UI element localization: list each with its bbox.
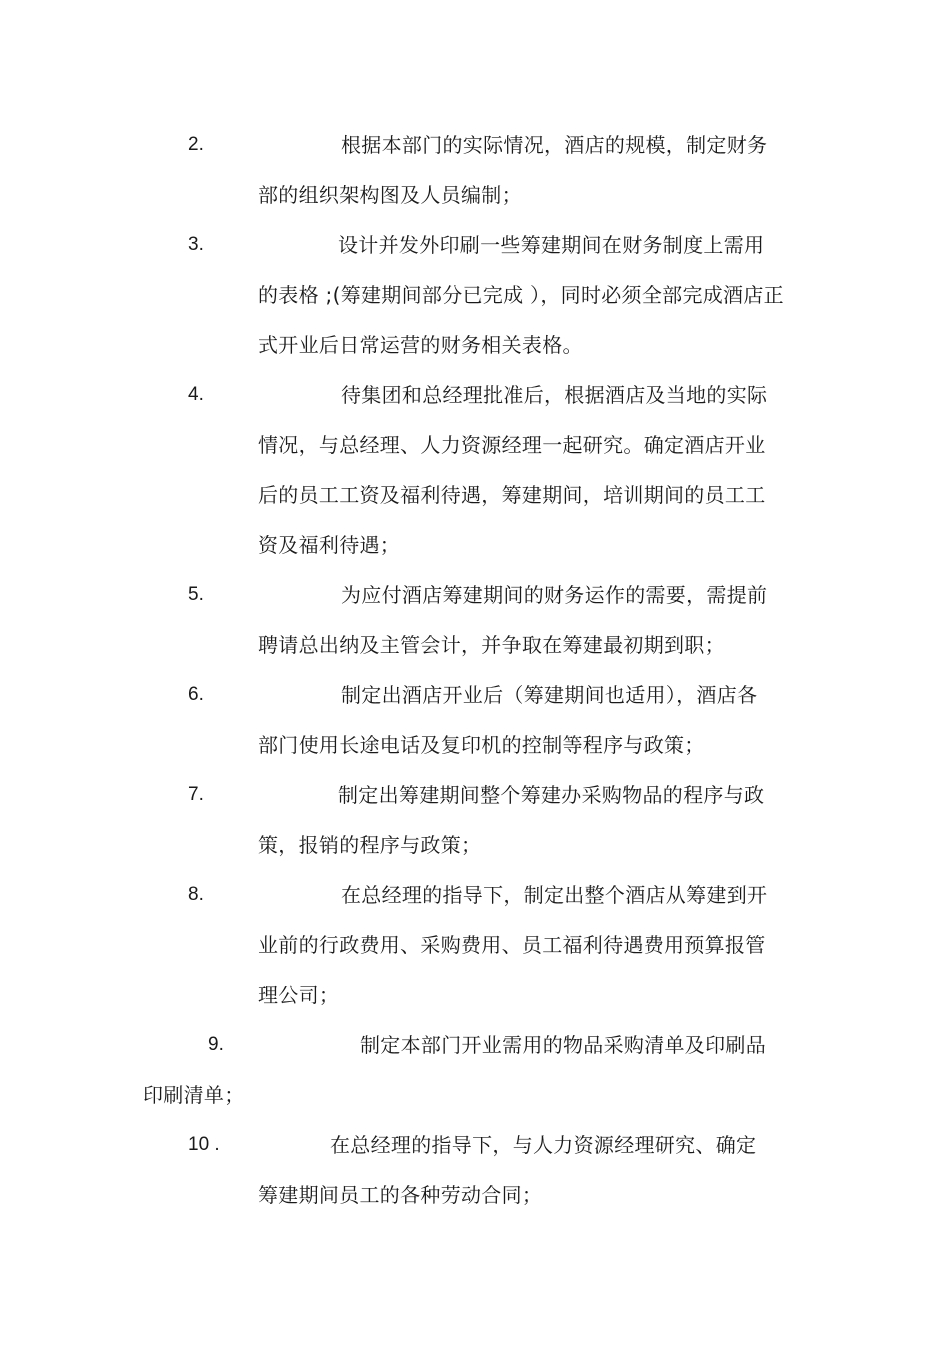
item-10-number: 10 . — [188, 1134, 220, 1155]
item-10-line-1: 在总经理的指导下，与人力资源经理研究、确定 — [330, 1133, 757, 1157]
item-3-line-3: 式开业后日常运营的财务相关表格。 — [258, 333, 583, 357]
item-5-line-1: 为应付酒店筹建期间的财务运作的需要，需提前 — [341, 583, 768, 607]
item-6-line-2: 部门使用长途电话及复印机的控制等程序与政策； — [258, 733, 705, 757]
item-4-line-3: 后的员工工资及福利待遇，筹建期间，培训期间的员工工 — [258, 483, 766, 507]
item-7-line-2: 策，报销的程序与政策； — [258, 833, 482, 857]
item-8-line-3: 理公司； — [258, 983, 340, 1007]
item-9-line-2: 印刷清单； — [143, 1083, 245, 1107]
item-4-line-2: 情况，与总经理、人力资源经理一起研究。确定酒店开业 — [258, 433, 766, 457]
item-6-number: 6. — [188, 684, 204, 705]
item-9-number: 9. — [208, 1034, 224, 1055]
item-8-number: 8. — [188, 884, 204, 905]
item-4-line-1: 待集团和总经理批准后，根据酒店及当地的实际 — [341, 383, 768, 407]
item-10-line-2: 筹建期间员工的各种劳动合同； — [258, 1183, 543, 1207]
item-8-line-2: 业前的行政费用、采购费用、员工福利待遇费用预算报管 — [258, 933, 766, 957]
item-7-number: 7. — [188, 784, 204, 805]
item-3-line-2: 的表格 ;(筹建期间部分已完成 ），同时必须全部完成酒店正 — [258, 283, 784, 307]
item-2-line-2: 部的组织架构图及人员编制； — [258, 183, 522, 207]
item-4-number: 4. — [188, 384, 204, 405]
item-6-line-1: 制定出酒店开业后（筹建期间也适用），酒店各 — [341, 683, 758, 707]
item-3-number: 3. — [188, 234, 204, 255]
item-2-line-1: 根据本部门的实际情况，酒店的规模，制定财务 — [341, 133, 768, 157]
item-9-line-1: 制定本部门开业需用的物品采购清单及印刷品 — [360, 1033, 766, 1057]
item-8-line-1: 在总经理的指导下，制定出整个酒店从筹建到开 — [341, 883, 768, 907]
item-2-number: 2. — [188, 134, 204, 155]
item-3-line-1: 设计并发外印刷一些筹建期间在财务制度上需用 — [338, 233, 765, 257]
item-5-line-2: 聘请总出纳及主管会计，并争取在筹建最初期到职； — [258, 633, 725, 657]
item-4-line-4: 资及福利待遇； — [258, 533, 401, 557]
item-5-number: 5. — [188, 584, 204, 605]
item-7-line-1: 制定出筹建期间整个筹建办采购物品的程序与政 — [338, 783, 765, 807]
